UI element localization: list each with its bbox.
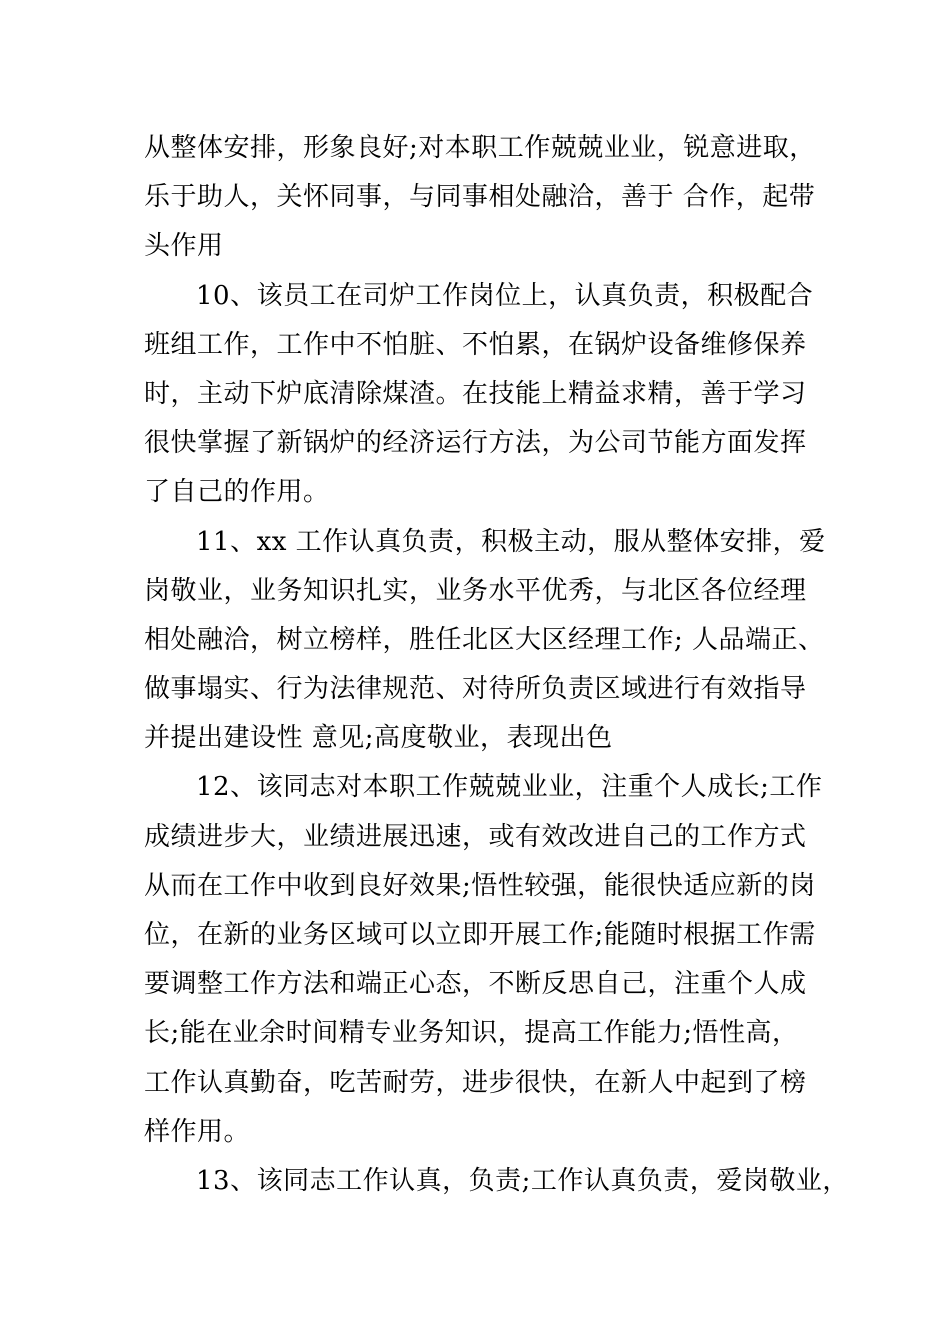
text-line: 班组工作，工作中不怕脏、不怕累，在锅炉设备维修保养 [144, 329, 807, 360]
paragraph-13-start: 13、该同志工作认真，负责;工作认真负责，爱岗敬业， [196, 1165, 849, 1196]
text-line: 很快掌握了新锅炉的经济运行方法，为公司节能方面发挥 [144, 428, 807, 459]
text-line: 样作用。 [144, 1116, 251, 1147]
paragraph-12-start: 12、该同志对本职工作兢兢业业，注重个人成长;工作 [196, 772, 823, 803]
text-line: 做事塌实、行为法律规范、对待所负责区域进行有效指导 [144, 674, 807, 705]
text-line: 乐于助人，关怀同事，与同事相处融洽，善于 合作，起带 [144, 182, 816, 213]
paragraph-11-start: 11、xx 工作认真负责，积极主动，服从整体安排，爱 [196, 526, 826, 557]
paragraph-10-start: 10、该员工在司炉工作岗位上，认真负责，积极配合 [196, 280, 814, 311]
text-line: 时，主动下炉底清除煤渣。在技能上精益求精，善于学习 [144, 378, 807, 409]
text-line: 相处融洽，树立榜样，胜任北区大区经理工作; 人品端正、 [144, 624, 825, 655]
text-line: 从整体安排，形象良好;对本职工作兢兢业业，锐意进取， [144, 133, 816, 163]
text-line: 要调整工作方法和端正心态，不断反思自己，注重个人成 [144, 969, 807, 1000]
text-line: 位，在新的业务区域可以立即开展工作;能随时根据工作需 [144, 920, 816, 950]
text-line: 并提出建设性 意见;高度敬业，表现出色 [144, 723, 613, 754]
text-line: 长;能在业余时间精专业务知识，提高工作能力;悟性高， [144, 1018, 799, 1049]
text-line: 从而在工作中收到良好效果;悟性较强，能很快适应新的岗 [144, 870, 816, 901]
text-line: 岗敬业，业务知识扎实，业务水平优秀，与北区各位经理 [144, 575, 807, 606]
text-line: 头作用 [144, 231, 224, 262]
text-line: 了自己的作用。 [144, 477, 330, 508]
text-line: 工作认真勤奋，吃苦耐劳，进步很快，在新人中起到了榜 [144, 1067, 807, 1098]
text-line: 成绩进步大，业绩进展迅速，或有效改进自己的工作方式 [144, 821, 807, 852]
document-body [144, 124, 849, 1206]
